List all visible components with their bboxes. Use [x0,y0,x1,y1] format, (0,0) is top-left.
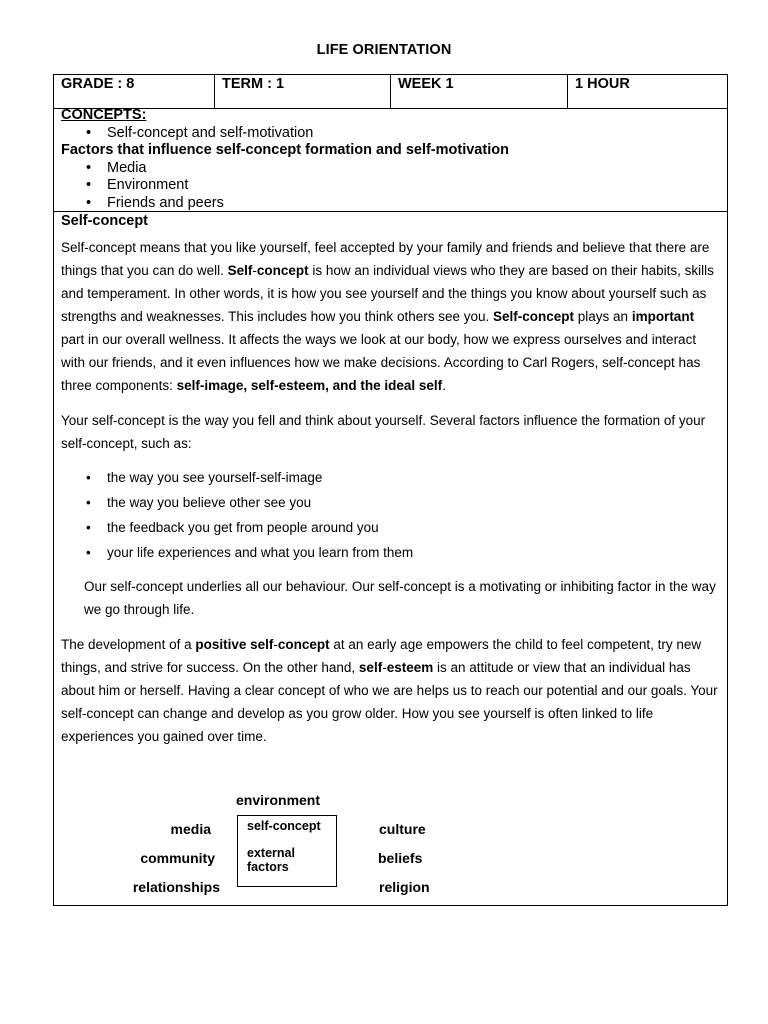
self-concept-section [54,212,727,748]
diagram-center-box [237,815,337,887]
concept-item: • Self-concept and self-motivation [61,125,720,143]
factors-diagram [54,783,727,893]
diagram-left-label: media [170,821,211,837]
list-item: • the way you see yourself-self-image [61,465,720,490]
diagram-top-label: environment [236,792,321,808]
week-cell: WEEK 1 [391,75,568,108]
paragraph-3: Our self-concept underlies all our behaviour. Our self-concept is a motivating or inhibiting factor in the way we go through life. [84,579,716,617]
list-item: • the feedback you get from people around you [61,515,720,540]
duration-cell: 1 HOUR [575,76,630,92]
list-item: • the way you believe other see you [61,490,720,515]
diagram-right-label: culture [379,821,426,837]
header-row [54,75,727,109]
paragraph-2: Your self-concept is the way you fell and think about yourself. Several factors influence the formation of your self-concept, such as: [61,413,706,451]
diagram-left-label: relationships [132,879,220,895]
diagram-box-label: external factors [247,846,295,874]
concepts-section [54,108,727,212]
section-heading: Self-concept [61,213,149,229]
diagram-left-label: community [140,850,215,866]
paragraph-1: Self-concept means that you like yourself, feel accepted by your family and friends and believe that there are things that you can do well. Self-concept is how an individual views who they are based on their habits, skills and temperament. In other words, it is how you see yourself and the things you know about yourself such as strengths and weaknesses. This includes how you think others see you. Self-concept plays an important part in our overall wellness. It affects the ways we look at our body, how we express ourselves and interact with our friends, and it even influences how we make decisions. According to Carl Rogers, self-concept has three components: self-image, self-esteem, and the ideal self. [61,240,714,393]
diagram-right-label: religion [379,879,430,895]
term-cell: TERM : 1 [215,75,391,108]
grade-cell: GRADE : 8 [54,75,215,108]
diagram-right-label: beliefs [378,850,423,866]
factor-item-media: • Media [61,160,720,178]
list-item: • your life experiences and what you learn from them [61,540,720,565]
paragraph-4: The development of a positive self-concept at an early age empowers the child to feel competent, try new things, and strive for success. On the other hand, self-esteem is an attitude or view that an individual has about him or herself. Having a clear concept of who we are helps us to reach our potential and our goals. Your self-concept can change and develop as you grow older. How you see yourself is often linked to life experiences you gained over time. [61,637,718,744]
factors-list [61,465,720,565]
diagram-box-label: self-concept [247,819,321,833]
factor-item-environment: • Environment [61,177,720,195]
concepts-heading: CONCEPTS: [61,107,147,123]
factor-item-friends: • Friends and peers [61,195,720,213]
factors-heading: Factors that influence self-concept formation and self-motivation [61,142,509,158]
page-title: LIFE ORIENTATION [316,42,452,58]
lesson-table [53,74,728,906]
